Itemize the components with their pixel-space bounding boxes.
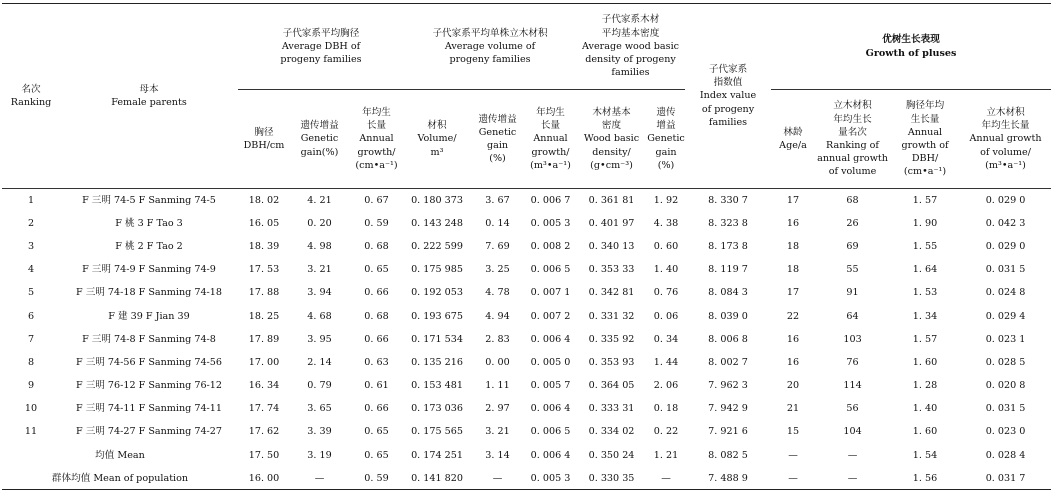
density-cell: 0. 333 31 bbox=[588, 403, 635, 415]
dbh-cell: 17. 00 bbox=[248, 356, 280, 368]
female-parent-cell: F 三明 74-9 F Sanming 74-9 bbox=[82, 264, 216, 276]
index-cell: 8. 006 8 bbox=[708, 333, 748, 345]
dbh-growth-cell: 0. 65 bbox=[364, 264, 389, 276]
rank-vol-cell: 68 bbox=[846, 194, 859, 206]
density-gain-cell: 0. 06 bbox=[653, 310, 679, 322]
dbh-growth-cell: 0. 66 bbox=[364, 287, 389, 299]
density-gain-cell: 1. 40 bbox=[653, 264, 679, 276]
rank-cell: 10 bbox=[24, 403, 38, 415]
vol-gain-cell: 3. 14 bbox=[485, 449, 510, 461]
age-cell: 18 bbox=[786, 264, 800, 276]
dbh-cell: 17. 53 bbox=[248, 264, 280, 276]
density-cell: 0. 361 81 bbox=[588, 194, 635, 206]
rank-vol-cell: — bbox=[815, 467, 890, 490]
plus-vol-cell: 0. 029 0 bbox=[985, 240, 1026, 252]
plus-vol-cell: 0. 042 3 bbox=[985, 217, 1026, 229]
summary-label-cell: 群体均值 Mean of population bbox=[2, 467, 238, 490]
dbh-cell: 17. 62 bbox=[248, 426, 280, 438]
plus-dbh-cell: 1. 55 bbox=[912, 240, 938, 252]
female-parent-cell: F 桃 3 F Tao 3 bbox=[115, 217, 183, 229]
header-density-gain: 遗传 增益 Genetic gain (%) bbox=[647, 90, 685, 189]
plus-vol-cell: 0. 029 4 bbox=[985, 310, 1026, 322]
table-row bbox=[2, 328, 1051, 351]
vol-growth-cell: 0. 008 2 bbox=[530, 240, 571, 252]
dbh-growth-cell: 0. 66 bbox=[364, 333, 389, 345]
table-row bbox=[2, 189, 1051, 212]
index-cell: 7. 942 9 bbox=[708, 403, 748, 415]
vol-gain-cell: 7. 69 bbox=[485, 240, 510, 252]
dbh-growth-cell: 0. 59 bbox=[349, 467, 404, 490]
plus-dbh-cell: 1. 60 bbox=[912, 356, 938, 368]
table-row bbox=[2, 212, 1051, 235]
rank-vol-cell: 103 bbox=[843, 333, 862, 345]
header-volume-growth: 年均生 长量 Annual growth/ (m³•a⁻¹) bbox=[525, 90, 576, 189]
density-cell: 0. 330 35 bbox=[576, 467, 647, 490]
density-cell: 0. 401 97 bbox=[588, 217, 635, 229]
header-density: 木材基本 密度 Wood basic density/ (g•cm⁻³) bbox=[576, 90, 647, 189]
density-cell: 0. 342 81 bbox=[588, 287, 635, 299]
index-cell: 8. 323 8 bbox=[708, 217, 748, 229]
rank-cell: 9 bbox=[27, 380, 35, 392]
header-volume-gain: 遗传增益 Genetic gain (%) bbox=[470, 90, 525, 189]
age-cell: 15 bbox=[786, 426, 800, 438]
density-cell: 0. 350 24 bbox=[588, 449, 635, 461]
age-cell: 16 bbox=[786, 333, 800, 345]
age-cell: 18 bbox=[786, 240, 800, 252]
plus-dbh-cell: 1. 64 bbox=[912, 264, 938, 276]
dbh-cell: 17. 50 bbox=[248, 449, 280, 461]
header-plus-dbh-growth: 胸径年均 生长量 Annual growth of DBH/ (cm•a⁻¹) bbox=[890, 90, 960, 189]
vol-gain-cell: 2. 83 bbox=[485, 333, 510, 345]
vol-gain-cell: 0. 00 bbox=[485, 356, 510, 368]
vol-cell: 0. 171 534 bbox=[411, 333, 463, 345]
plus-vol-cell: 0. 024 8 bbox=[985, 287, 1026, 299]
vol-gain-cell: 2. 97 bbox=[485, 403, 510, 415]
density-cell: 0. 334 02 bbox=[588, 426, 635, 438]
index-cell: 8. 002 7 bbox=[708, 356, 748, 368]
header-volume-group: 子代家系平均单株立木材积 Average volume of progeny families bbox=[404, 4, 576, 90]
vol-cell: 0. 141 820 bbox=[404, 467, 470, 490]
plus-vol-cell: 0. 029 0 bbox=[985, 194, 1026, 206]
table-row bbox=[2, 374, 1051, 397]
dbh-cell: 17. 89 bbox=[248, 333, 280, 345]
plus-vol-cell: 0. 031 5 bbox=[985, 264, 1026, 276]
age-cell: 16 bbox=[786, 356, 800, 368]
plus-dbh-cell: 1. 90 bbox=[912, 217, 938, 229]
index-cell: 8. 082 5 bbox=[708, 449, 748, 461]
progeny-table bbox=[2, 3, 1051, 490]
dbh-growth-cell: 0. 68 bbox=[364, 310, 389, 322]
mean-row bbox=[2, 444, 1051, 467]
table-row bbox=[2, 235, 1051, 258]
density-gain-cell: 0. 18 bbox=[653, 403, 679, 415]
index-cell: 8. 330 7 bbox=[708, 194, 748, 206]
age-cell: 21 bbox=[786, 403, 800, 415]
table-row bbox=[2, 304, 1051, 327]
table-row bbox=[2, 281, 1051, 304]
rank-vol-cell: 104 bbox=[843, 426, 862, 438]
vol-cell: 0. 180 373 bbox=[411, 194, 463, 206]
header-dbh-group: 子代家系平均胸径 Average DBH of progeny families bbox=[238, 4, 404, 90]
header-rank-volume-growth: 立木材积 年均生长 量名次 Ranking of annual growth of volume bbox=[815, 90, 890, 189]
density-cell: 0. 331 32 bbox=[588, 310, 635, 322]
dbh-gain-cell: 4. 98 bbox=[307, 240, 332, 252]
rank-vol-cell: 76 bbox=[846, 356, 859, 368]
population-mean-row bbox=[2, 467, 1051, 490]
dbh-growth-cell: 0. 65 bbox=[364, 426, 389, 438]
vol-growth-cell: 0. 006 4 bbox=[530, 403, 571, 415]
vol-cell: 0. 173 036 bbox=[411, 403, 463, 415]
rank-vol-cell: 56 bbox=[846, 403, 859, 415]
vol-gain-cell: 4. 78 bbox=[485, 287, 510, 299]
dbh-growth-cell: 0. 68 bbox=[364, 240, 389, 252]
density-gain-cell: 0. 60 bbox=[653, 240, 679, 252]
index-cell: 8. 119 7 bbox=[708, 264, 748, 276]
vol-gain-cell: 3. 25 bbox=[485, 264, 510, 276]
vol-growth-cell: 0. 006 7 bbox=[530, 194, 571, 206]
density-cell: 0. 335 92 bbox=[588, 333, 635, 345]
table-body bbox=[2, 189, 1051, 490]
plus-vol-cell: 0. 023 1 bbox=[985, 333, 1026, 345]
dbh-cell: 18. 02 bbox=[248, 194, 280, 206]
density-cell: 0. 340 13 bbox=[588, 240, 635, 252]
vol-gain-cell: 0. 14 bbox=[485, 217, 510, 229]
dbh-gain-cell: 2. 14 bbox=[307, 356, 332, 368]
plus-vol-cell: 0. 028 4 bbox=[985, 449, 1026, 461]
vol-cell: 0. 175 985 bbox=[411, 264, 463, 276]
density-gain-cell: 1. 44 bbox=[653, 356, 679, 368]
density-cell: 0. 364 05 bbox=[588, 380, 635, 392]
plus-dbh-cell: 1. 54 bbox=[912, 449, 938, 461]
table-row bbox=[2, 351, 1051, 374]
dbh-cell: 18. 39 bbox=[248, 240, 280, 252]
dbh-gain-cell: 3. 39 bbox=[307, 426, 332, 438]
vol-growth-cell: 0. 006 4 bbox=[530, 449, 571, 461]
dbh-gain-cell: 4. 21 bbox=[307, 194, 332, 206]
vol-cell: 0. 175 565 bbox=[411, 426, 463, 438]
rank-vol-cell: 91 bbox=[846, 287, 859, 299]
dbh-cell: 16. 00 bbox=[238, 467, 290, 490]
dbh-growth-cell: 0. 65 bbox=[364, 449, 389, 461]
header-rank: 名次 Ranking bbox=[2, 4, 60, 189]
vol-cell: 0. 174 251 bbox=[411, 449, 463, 461]
dbh-gain-cell: 3. 94 bbox=[307, 287, 332, 299]
vol-growth-cell: 0. 006 4 bbox=[530, 333, 571, 345]
header-age: 林龄 Age/a bbox=[771, 90, 815, 189]
header-female-parent: 母本 Female parents bbox=[60, 4, 238, 189]
age-cell: — bbox=[771, 467, 815, 490]
dbh-gain-cell: — bbox=[290, 467, 349, 490]
age-cell: 20 bbox=[786, 380, 800, 392]
header-dbh-growth: 年均生 长量 Annual growth/ (cm•a⁻¹) bbox=[349, 90, 404, 189]
plus-vol-cell: 0. 023 0 bbox=[985, 426, 1026, 438]
vol-growth-cell: 0. 006 5 bbox=[530, 264, 571, 276]
age-cell: 17 bbox=[786, 194, 800, 206]
density-gain-cell: 4. 38 bbox=[653, 217, 679, 229]
vol-cell: 0. 135 216 bbox=[411, 356, 463, 368]
female-parent-cell: F 三明 74-18 F Sanming 74-18 bbox=[75, 287, 223, 299]
header-index-value: 子代家系 指数值 Index value of progeny families bbox=[685, 4, 771, 189]
density-gain-cell: 1. 21 bbox=[653, 449, 679, 461]
header-volume: 材积 Volume/ m³ bbox=[404, 90, 470, 189]
rank-cell: 2 bbox=[27, 217, 35, 229]
index-cell: 8. 039 0 bbox=[708, 310, 748, 322]
plus-dbh-cell: 1. 56 bbox=[890, 467, 960, 490]
female-parent-cell: F 桃 2 F Tao 2 bbox=[115, 240, 183, 252]
vol-growth-cell: 0. 005 0 bbox=[530, 356, 571, 368]
dbh-cell: 16. 34 bbox=[248, 380, 280, 392]
summary-label-cell: 均值 Mean bbox=[95, 449, 145, 461]
rank-cell: 4 bbox=[27, 264, 35, 276]
dbh-cell: 18. 25 bbox=[248, 310, 280, 322]
female-parent-cell: F 建 39 F Jian 39 bbox=[108, 310, 190, 322]
rank-vol-cell: 26 bbox=[846, 217, 859, 229]
dbh-cell: 17. 88 bbox=[248, 287, 280, 299]
female-parent-cell: F 三明 74-8 F Sanming 74-8 bbox=[82, 333, 216, 345]
index-cell: 7. 962 3 bbox=[708, 380, 748, 392]
vol-gain-cell: 4. 94 bbox=[485, 310, 510, 322]
vol-gain-cell: — bbox=[470, 467, 525, 490]
density-gain-cell: 2. 06 bbox=[653, 380, 679, 392]
rank-vol-cell: 64 bbox=[846, 310, 859, 322]
density-gain-cell: 0. 34 bbox=[653, 333, 679, 345]
dbh-gain-cell: 3. 95 bbox=[307, 333, 332, 345]
plus-dbh-cell: 1. 28 bbox=[912, 380, 938, 392]
header-plus-group: 优树生长表现 Growth of pluses bbox=[771, 4, 1051, 90]
index-cell: 8. 173 8 bbox=[708, 240, 748, 252]
density-gain-cell: 0. 76 bbox=[653, 287, 679, 299]
dbh-growth-cell: 0. 66 bbox=[364, 403, 389, 415]
plus-dbh-cell: 1. 60 bbox=[912, 426, 938, 438]
vol-growth-cell: 0. 005 3 bbox=[525, 467, 576, 490]
rank-cell: 8 bbox=[27, 356, 35, 368]
dbh-growth-cell: 0. 63 bbox=[364, 356, 389, 368]
plus-dbh-cell: 1. 57 bbox=[912, 333, 938, 345]
dbh-gain-cell: 3. 21 bbox=[307, 264, 332, 276]
vol-cell: 0. 193 675 bbox=[411, 310, 463, 322]
rank-cell: 1 bbox=[27, 194, 35, 206]
vol-gain-cell: 3. 21 bbox=[485, 426, 510, 438]
dbh-growth-cell: 0. 61 bbox=[364, 380, 389, 392]
plus-dbh-cell: 1. 57 bbox=[912, 194, 938, 206]
female-parent-cell: F 三明 74-11 F Sanming 74-11 bbox=[75, 403, 223, 415]
plus-vol-cell: 0. 028 5 bbox=[985, 356, 1026, 368]
dbh-gain-cell: 3. 19 bbox=[307, 449, 332, 461]
index-cell: 7. 488 9 bbox=[685, 467, 771, 490]
vol-growth-cell: 0. 005 7 bbox=[530, 380, 571, 392]
age-cell: — bbox=[788, 449, 798, 461]
vol-growth-cell: 0. 007 1 bbox=[530, 287, 571, 299]
plus-dbh-cell: 1. 40 bbox=[912, 403, 938, 415]
index-cell: 8. 084 3 bbox=[708, 287, 748, 299]
age-cell: 17 bbox=[786, 287, 800, 299]
dbh-gain-cell: 0. 20 bbox=[307, 217, 332, 229]
plus-vol-cell: 0. 031 7 bbox=[960, 467, 1051, 490]
dbh-cell: 17. 74 bbox=[248, 403, 280, 415]
dbh-gain-cell: 3. 65 bbox=[307, 403, 332, 415]
dbh-cell: 16. 05 bbox=[248, 217, 280, 229]
rank-vol-cell: 55 bbox=[846, 264, 859, 276]
vol-cell: 0. 192 053 bbox=[411, 287, 463, 299]
female-parent-cell: F 三明 74-56 F Sanming 74-56 bbox=[75, 356, 223, 368]
density-cell: 0. 353 33 bbox=[588, 264, 635, 276]
vol-cell: 0. 153 481 bbox=[411, 380, 463, 392]
dbh-gain-cell: 0. 79 bbox=[307, 380, 332, 392]
plus-dbh-cell: 1. 53 bbox=[912, 287, 938, 299]
rank-vol-cell: 114 bbox=[843, 380, 862, 392]
rank-cell: 7 bbox=[27, 333, 35, 345]
table-row bbox=[2, 258, 1051, 281]
header-density-group: 子代家系木材 平均基本密度 Average wood basic density of progeny families bbox=[576, 4, 685, 90]
density-gain-cell: 0. 22 bbox=[653, 426, 679, 438]
rank-cell: 6 bbox=[27, 310, 35, 322]
vol-gain-cell: 3. 67 bbox=[485, 194, 510, 206]
table-row bbox=[2, 420, 1051, 443]
dbh-gain-cell: 4. 68 bbox=[307, 310, 332, 322]
density-gain-cell: — bbox=[647, 467, 685, 490]
vol-cell: 0. 222 599 bbox=[411, 240, 463, 252]
header-dbh: 胸径 DBH/cm bbox=[238, 90, 290, 189]
rank-cell: 5 bbox=[27, 287, 35, 299]
header-dbh-gain: 遗传增益 Genetic gain(%) bbox=[290, 90, 349, 189]
dbh-growth-cell: 0. 67 bbox=[364, 194, 389, 206]
rank-vol-cell: 69 bbox=[846, 240, 859, 252]
rank-vol-cell: — bbox=[847, 449, 858, 461]
plus-vol-cell: 0. 020 8 bbox=[985, 380, 1026, 392]
vol-growth-cell: 0. 007 2 bbox=[530, 310, 571, 322]
table-row bbox=[2, 397, 1051, 420]
female-parent-cell: F 三明 74-27 F Sanming 74-27 bbox=[75, 426, 223, 438]
vol-cell: 0. 143 248 bbox=[411, 217, 463, 229]
index-cell: 7. 921 6 bbox=[708, 426, 748, 438]
age-cell: 22 bbox=[786, 310, 800, 322]
rank-cell: 3 bbox=[27, 240, 35, 252]
vol-growth-cell: 0. 005 3 bbox=[530, 217, 571, 229]
density-cell: 0. 353 93 bbox=[588, 356, 635, 368]
female-parent-cell: F 三明 74-5 F Sanming 74-5 bbox=[82, 194, 216, 206]
dbh-growth-cell: 0. 59 bbox=[364, 217, 389, 229]
vol-growth-cell: 0. 006 5 bbox=[530, 426, 571, 438]
vol-gain-cell: 1. 11 bbox=[485, 380, 510, 392]
plus-vol-cell: 0. 031 5 bbox=[985, 403, 1026, 415]
age-cell: 16 bbox=[786, 217, 800, 229]
header-plus-volume-growth: 立木材积 年均生长量 Annual growth of volume/ (m³•a⁻¹) bbox=[960, 90, 1051, 189]
rank-cell: 11 bbox=[24, 426, 38, 438]
female-parent-cell: F 三明 76-12 F Sanming 76-12 bbox=[75, 380, 223, 392]
density-gain-cell: 1. 92 bbox=[653, 194, 679, 206]
plus-dbh-cell: 1. 34 bbox=[912, 310, 938, 322]
